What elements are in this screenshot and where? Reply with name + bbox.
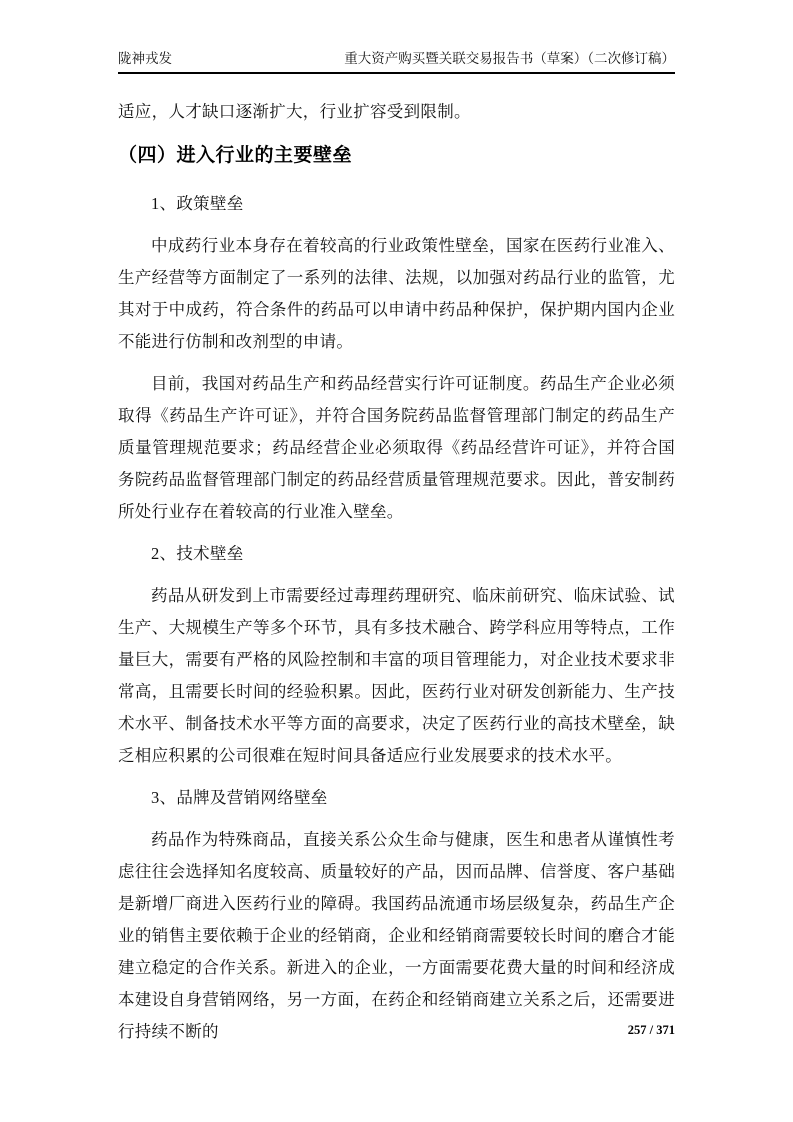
page-header [118,0,675,74]
page-number: 257 / 371 [627,1023,675,1037]
document-page [118,0,675,1122]
subsection-heading-brand-network: 3、品牌及营销网络壁垒 [151,788,328,807]
subsection-heading-policy: 1、政策壁垒 [151,194,244,213]
continuation-paragraph: 适应，人才缺口逐渐扩大，行业扩容受到限制。 [118,102,471,121]
paragraph: 药品从研发到上市需要经过毒理药理研究、临床前研究、临床试验、试生产、大规模生产等多个环节，具有多技术融合、跨学科应用等特点，工作量巨大，需要有严格的风险控制和丰富的项目管理能力，对企业技术要求非常高，且需要长时间的经验积累。因此，医药行业对研发创新能力、生产技术水平、制备技术水平等方面的高要求，决定了医药行业的高技术壁垒，缺乏相应积累的公司很难在短时间具备适应行业发展要求的技术水平。 [118,586,675,765]
paragraph: 药品作为特殊商品，直接关系公众生命与健康，医生和患者从谨慎性考虑往往会选择知名度较高、质量较好的产品，因而品牌、信誉度、客户基础是新增厂商进入医药行业的障碍。我国药品流通市场层级复杂，药品生产企业的销售主要依赖于企业的经销商，企业和经销商需要较长时间的磨合才能建立稳定的合作关系。新进入的企业，一方面需要花费大量的时间和经济成本建设自身营销网络，另一方面，在药企和经销商建立关系之后，还需要进行持续不断的 [118,830,675,1041]
header-company-name: 陇神戎发 [118,51,172,66]
section-heading: （四）进入行业的主要壁垒 [118,145,353,166]
paragraph: 中成药行业本身存在着较高的行业政策性壁垒，国家在医药行业准入、生产经营等方面制定了一系列的法律、法规，以加强对药品行业的监管，尤其对于中成药，符合条件的药品可以申请中药品种保护，保护期内国内企业不能进行仿制和改剂型的申请。 [118,236,675,351]
document-body [118,96,675,1048]
header-document-title: 重大资产购买暨关联交易报告书（草案）（二次修订稿） [344,51,675,66]
subsection-heading-technology: 2、技术壁垒 [151,544,244,563]
paragraph: 目前，我国对药品生产和药品经营实行许可证制度。药品生产企业必须取得《药品生产许可证》，并符合国务院药品监督管理部门制定的药品生产质量管理规范要求；药品经营企业必须取得《药品经营许可证》，并符合国务院药品监督管理部门制定的药品经营质量管理规范要求。因此，普安制药所处行业存在着较高的行业准入壁垒。 [118,374,675,521]
